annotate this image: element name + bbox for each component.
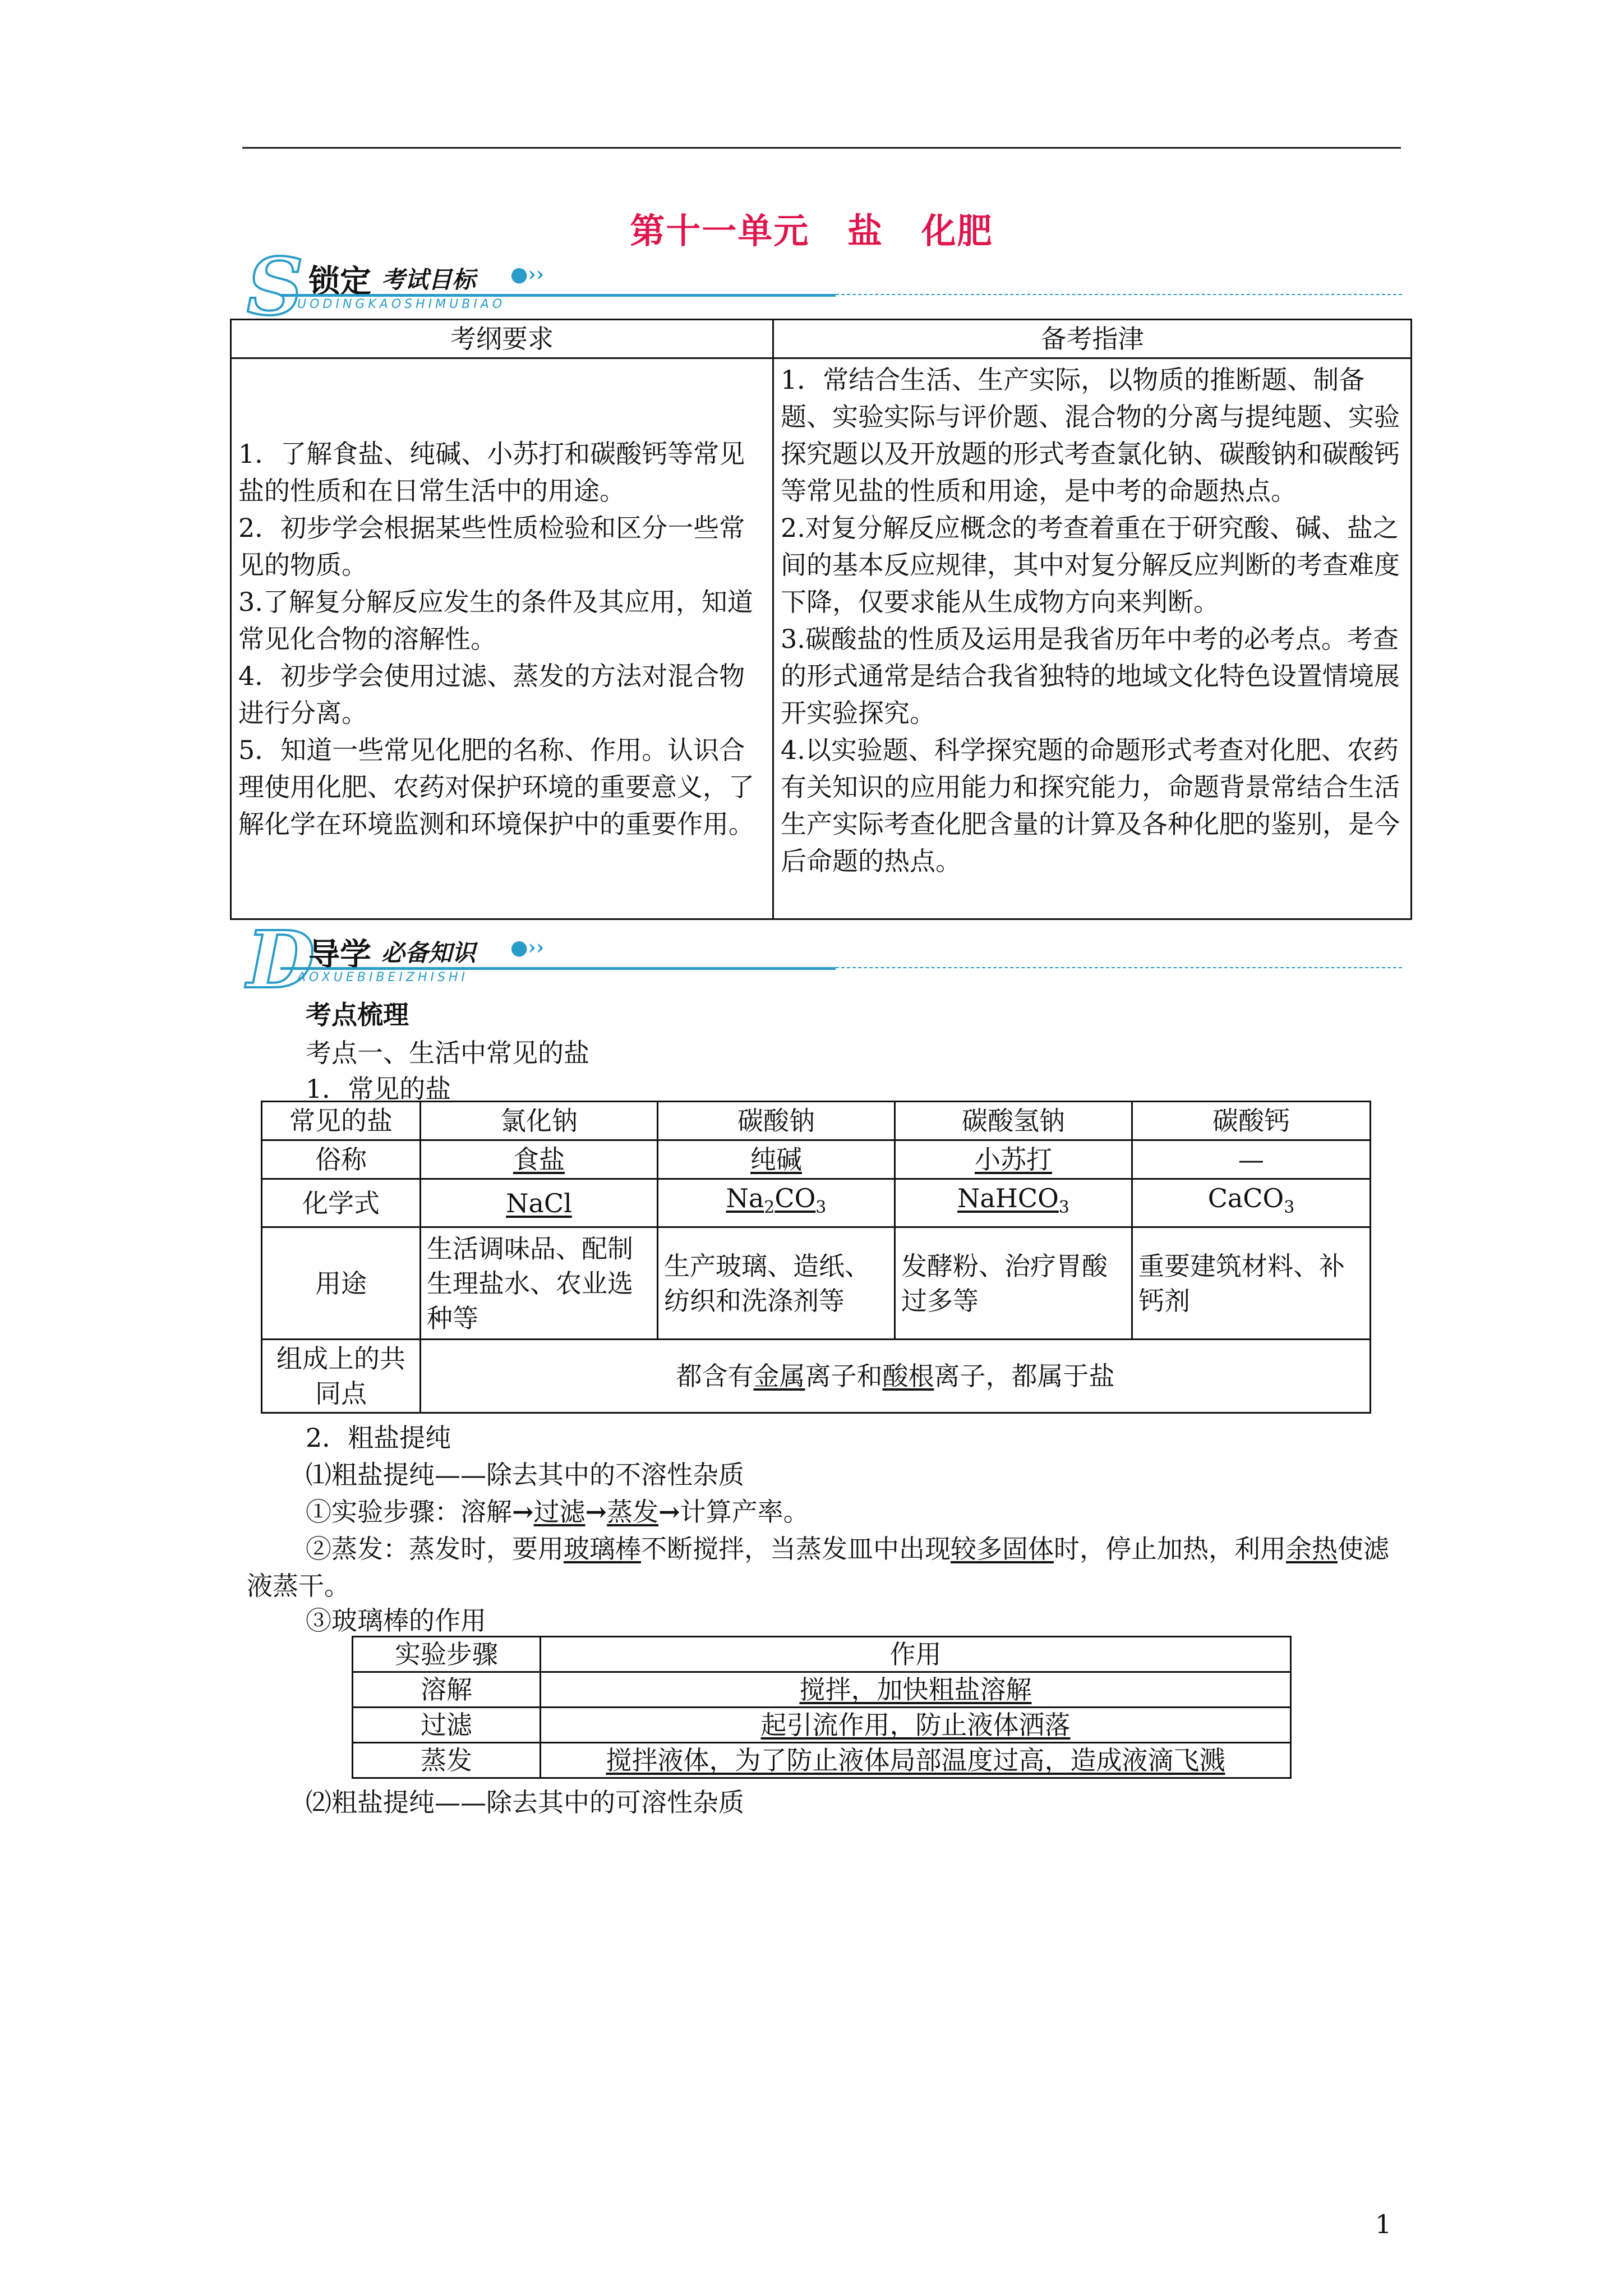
formula: $Na_2CO_3$ [726,1183,827,1218]
banner-letter: S [247,241,304,333]
table-header-cell: 碳酸钠 [658,1102,895,1140]
guidance-item: 3.碳酸盐的性质及运用是我省历年中考的必考点。考查的形式通常是结合我省独特的地域文化特色设置情境展开实验探究。 [781,624,1400,728]
steps-paragraph: ①实验步骤：溶解→过滤→蒸发→计算产率。 [306,1497,809,1527]
table-header-cell: 碳酸钙 [1132,1102,1371,1140]
common-point-cell: 都含有金属离子和酸根离子，都属于盐 [421,1340,1371,1413]
table-header-cell: 实验步骤 [353,1637,541,1672]
requirement-item: 1．了解食盐、纯碱、小苏打和碳酸钙等常见盐的性质和在日常生活中的用途。 [238,438,745,506]
table-header-cell: 常见的盐 [262,1102,421,1140]
formula: NaCl [506,1188,572,1218]
arrow-icon: ●›› [510,263,545,286]
row-label: 组成上的共同点 [262,1340,421,1413]
table-row: 过滤 起引流作用，防止液体洒落 [353,1708,1291,1743]
subsection-title: 2．粗盐提纯 [306,1423,451,1453]
row-label: 用途 [262,1227,421,1340]
banner-letter: D [247,914,315,1006]
banner-dash-rule [836,967,1402,968]
section-heading: 考点梳理 [306,1000,409,1030]
title-fertilizer: 化肥 [921,210,993,251]
banner-main-text: 导学 [308,936,371,973]
common-salts-table [261,1101,1371,1414]
use-cell: 生产玻璃、造纸、纺织和洗涤剂等 [658,1227,895,1340]
banner-sub-text: 考试目标 [381,266,476,293]
paragraph: ③玻璃棒的作用 [306,1605,486,1636]
arrow-icon: ●›› [510,936,545,959]
title-salt: 盐 [847,210,883,251]
page-number: 1 [1375,2209,1392,2239]
table-row: 溶解 搅拌，加快粗盐溶解 [353,1672,1291,1708]
paragraph: ⑵粗盐提纯——除去其中的可溶性杂质 [306,1787,744,1818]
guidance-item: 2.对复分解反应概念的考查着重在于研究酸、碱、盐之间的基本反应规律，其中对复分解反应判断的考查难度下降，仅要求能从生成物方向来判断。 [781,513,1400,617]
common-name: 小苏打 [975,1144,1052,1175]
header-rule [242,147,1401,149]
requirement-item: 3.了解复分解反应发生的条件及其应用，知道常见化合物的溶解性。 [238,586,753,654]
guidance-item: 4.以实验题、科学探究题的命题形式考查对化肥、农药有关知识的应用能力和探究能力，命题背景常结合生活生产实际考查化肥含量的计算及各种化肥的鉴别，是今后命题的热点。 [781,735,1400,876]
paragraph: ⑴粗盐提纯——除去其中的不溶性杂质 [306,1460,744,1490]
banner-sub-text: 必备知识 [381,939,476,967]
common-name: 食盐 [513,1144,565,1175]
common-name: — [1132,1140,1371,1179]
banner-dash-rule [836,294,1402,295]
section-banner-knowledge [247,914,1408,1006]
goals-header-right: 备考指津 [773,320,1412,358]
requirement-item: 2．初步学会根据某些性质检验和区分一些常见的物质。 [238,512,745,580]
row-label: 化学式 [262,1179,421,1227]
common-name: 纯碱 [750,1144,802,1175]
title-unit: 第十一单元 [630,210,810,251]
requirement-item: 5．知道一些常见化肥的名称、作用。认识合理使用化肥、农药对保护环境的重要意义，了解化学在环境监测和环境保护中的重要作用。 [238,734,754,839]
table-header-cell: 作用 [541,1637,1291,1672]
table-row: 蒸发 搅拌液体，为了防止液体局部温度过高，造成液滴飞溅 [353,1743,1291,1778]
table-header-cell: 氯化钠 [421,1102,658,1140]
section-banner-goals [247,241,1408,333]
table-header-cell: 碳酸氢钠 [895,1102,1132,1140]
use-cell: 重要建筑材料、补钙剂 [1132,1227,1371,1340]
evaporation-paragraph: ②蒸发：蒸发时，要用玻璃棒不断搅拌，当蒸发皿中出现较多固体时，停止加热，利用余热使滤液蒸干。 [247,1534,1389,1601]
requirement-item: 4．初步学会使用过滤、蒸发的方法对混合物进行分离。 [238,660,745,728]
row-label: 俗称 [262,1140,421,1179]
banner-pinyin: AOXUEBIBEIZHISHI [297,970,469,984]
point-title: 考点一、生活中常见的盐 [306,1038,589,1068]
subsection-title: 1．常见的盐 [306,1074,451,1104]
banner-pinyin: UODINGKAOSHIMUBIAO [297,297,506,311]
banner-rule [280,967,836,970]
guidance-item: 1．常结合生活、生产实际，以物质的推断题、制备题、实验实际与评价题、混合物的分离与提纯题、实验探究题以及开放题的形式考查氯化钠、碳酸钠和碳酸钙等常见盐的性质和用途，是中考的命题热点。 [781,365,1400,506]
goals-requirements [231,358,773,919]
use-cell: 生活调味品、配制生理盐水、农业选种等 [421,1227,658,1340]
use-cell: 发酵粉、治疗胃酸过多等 [895,1227,1132,1340]
glass-rod-table [352,1636,1292,1779]
goals-table [230,319,1412,920]
goals-guidance [773,358,1412,919]
goals-header-left: 考纲要求 [231,320,773,358]
banner-rule [280,294,836,297]
page-title [0,203,1623,253]
formula: CaCO$_3$ [1207,1183,1295,1218]
formula: NaHCO$_3$ [957,1183,1069,1218]
banner-main-text: 锁定 [308,263,371,300]
